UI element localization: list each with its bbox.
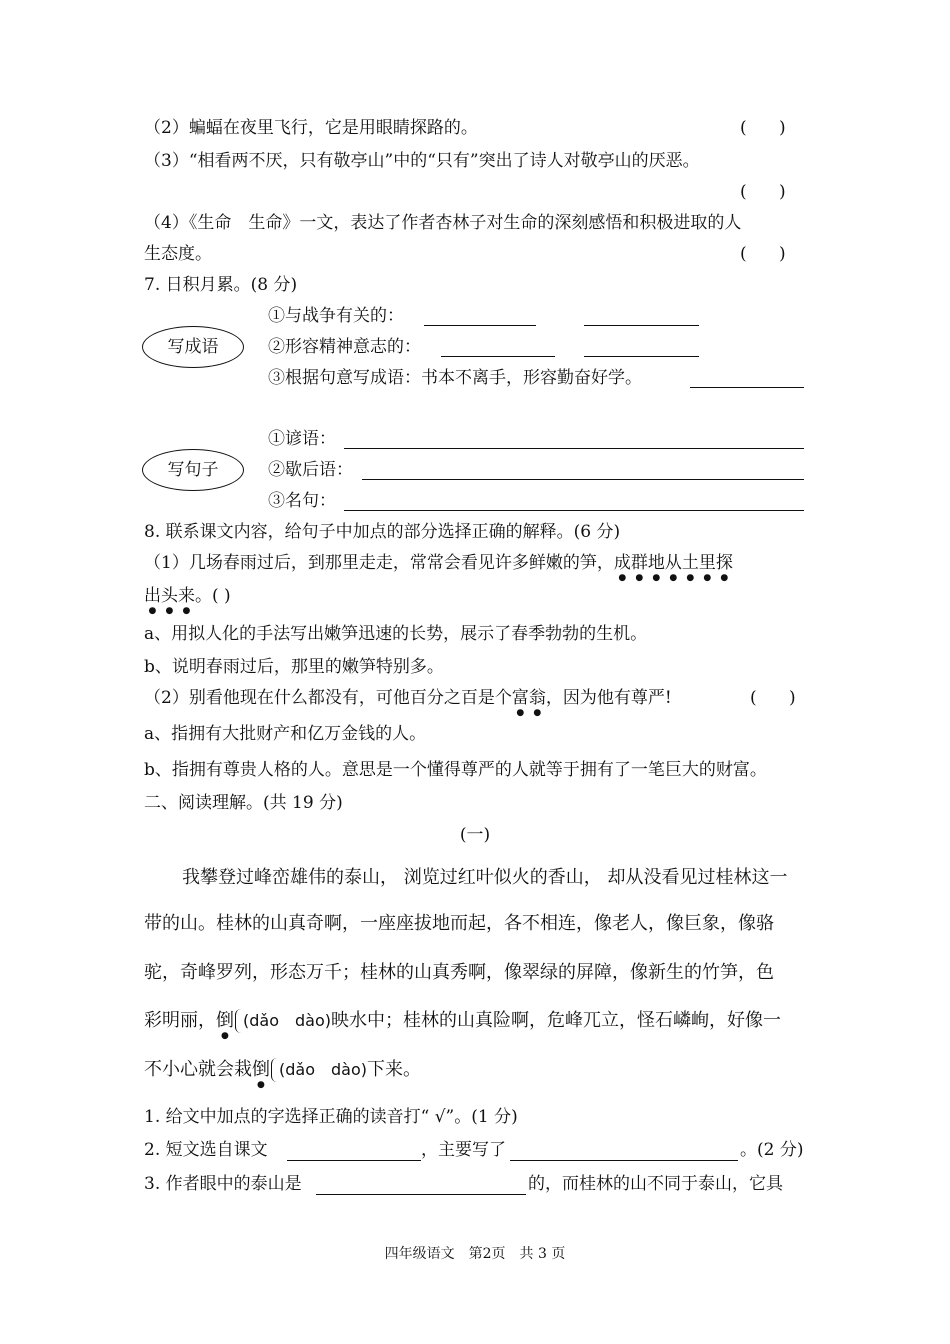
answer-blank[interactable] — [690, 387, 804, 388]
answer-bracket[interactable]: ( ) — [740, 182, 786, 202]
question-8-sentence-1 — [144, 552, 733, 583]
dotted-phrase: 出头来 — [144, 586, 195, 606]
reading-question-3-continued: 的，而桂林的山不同于泰山，它具 — [528, 1174, 783, 1194]
passage-text: 下来。 — [367, 1059, 421, 1080]
judge-item-3: （3）“相看两不厌，只有敬亭山”中的“只有”突出了诗人对敬亭山的厌恶。 — [144, 151, 700, 171]
dotted-phrase: 成群地从土里探 — [613, 553, 733, 573]
answer-blank[interactable] — [362, 479, 804, 480]
reading-question-3: 3. 作者眼中的泰山是 — [144, 1174, 302, 1194]
question-8-sentence-1-continued — [144, 585, 231, 616]
dotted-char: 倒 — [216, 1010, 234, 1031]
passage-text: 彩明丽， — [144, 1010, 216, 1031]
reading-question-2: 2. 短文选自课文 — [144, 1140, 268, 1160]
passage-text: 不小心就会栽 — [144, 1059, 252, 1080]
judge-item-4-continued: 生态度。 — [144, 244, 212, 264]
answer-blank[interactable] — [584, 325, 699, 326]
passage-line: 我攀登过峰峦雄伟的泰山， 浏览过红叶似火的香山， 却从没看见过桂林这一 — [182, 867, 788, 888]
answer-blank[interactable] — [316, 1194, 526, 1195]
answer-bracket[interactable]: ( ) — [740, 118, 786, 138]
option-b: b、说明春雨过后，那里的嫩笋特别多。 — [144, 657, 444, 677]
sentence-prompt-1: ①谚语： — [268, 429, 336, 449]
sentence-text: （1）几场春雨过后，到那里走走，常常会看见许多鲜嫩的笋， — [144, 553, 614, 573]
answer-bracket[interactable]: ( ) — [740, 244, 786, 264]
answer-blank[interactable] — [344, 448, 804, 449]
passage-line — [144, 1009, 781, 1041]
question-7-title: 7. 日积月累。(8 分) — [144, 275, 298, 295]
reading-question-2-score: 。(2 分) — [740, 1140, 804, 1160]
sentence-oval-label: 写句子 — [142, 449, 244, 491]
reading-question-1: 1. 给文中加点的字选择正确的读音打“ √”。(1 分) — [144, 1107, 518, 1127]
judge-item-4: （4）《生命 生命》一文，表达了作者杏林子对生命的深刻感悟和积极进取的人 — [144, 213, 742, 233]
idiom-prompt-1: ①与战争有关的： — [268, 306, 404, 326]
question-8-title: 8. 联系课文内容，给句子中加点的部分选择正确的解释。(6 分) — [144, 522, 621, 542]
reading-question-2-mid: ，主要写了 — [421, 1140, 506, 1160]
answer-blank[interactable] — [287, 1160, 421, 1161]
passage-text: 映水中；桂林的山真险啊，危峰兀立，怪石嶙峋，好像一 — [331, 1010, 781, 1031]
part-heading: (一) — [459, 825, 491, 845]
option-b: b、指拥有尊贵人格的人。意思是一个懂得尊严的人就等于拥有了一笔巨大的财富。 — [144, 760, 767, 780]
idiom-prompt-2: ②形容精神意志的： — [268, 337, 421, 357]
option-a: a、用拟人化的手法写出嫩笋迅速的长势，展示了春季勃勃的生机。 — [144, 624, 648, 644]
brace-mark — [235, 1009, 241, 1033]
sentence-text: （2）别看他现在什么都没有，可他百分之百是个 — [144, 688, 512, 708]
dotted-char: 倒 — [252, 1059, 270, 1080]
pinyin-choice[interactable]: (dǎo dào) — [279, 1060, 367, 1079]
judge-item-2: （2）蝙蝠在夜里飞行，它是用眼睛探路的。 — [144, 118, 478, 138]
answer-blank[interactable] — [344, 510, 804, 511]
pinyin-choice[interactable]: (dǎo dào) — [243, 1011, 331, 1030]
passage-line: 带的山。桂林的山真奇啊，一座座拔地而起，各不相连，像老人，像巨象，像骆 — [144, 913, 774, 934]
question-8-sentence-2 — [144, 687, 672, 718]
sentence-text: ，因为他有尊严! — [545, 688, 672, 708]
option-a: a、指拥有大批财产和亿万金钱的人。 — [144, 724, 427, 744]
answer-blank[interactable] — [424, 325, 536, 326]
section-heading: 二、阅读理解。(共 19 分) — [144, 793, 343, 813]
passage-line: 驼，奇峰罗列，形态万千；桂林的山真秀啊，像翠绿的屏障，像新生的竹笋，色 — [144, 962, 774, 983]
page-footer: 四年级语文 第2页 共 3 页 — [384, 1246, 566, 1262]
passage-line — [144, 1058, 421, 1090]
brace-mark — [271, 1058, 277, 1082]
dotted-phrase: 富翁 — [511, 688, 546, 708]
answer-blank[interactable] — [441, 356, 555, 357]
sentence-prompt-2: ②歇后语： — [268, 460, 353, 480]
answer-blank[interactable] — [584, 356, 699, 357]
answer-bracket[interactable]: ( ) — [750, 688, 796, 708]
idiom-prompt-3: ③根据句意写成语：书本不离手，形容勤奋好学。 — [268, 368, 642, 388]
answer-bracket[interactable]: 。( ) — [195, 586, 231, 606]
answer-blank[interactable] — [510, 1160, 738, 1161]
sentence-prompt-3: ③名句： — [268, 491, 336, 511]
idiom-oval-label: 写成语 — [142, 326, 244, 368]
